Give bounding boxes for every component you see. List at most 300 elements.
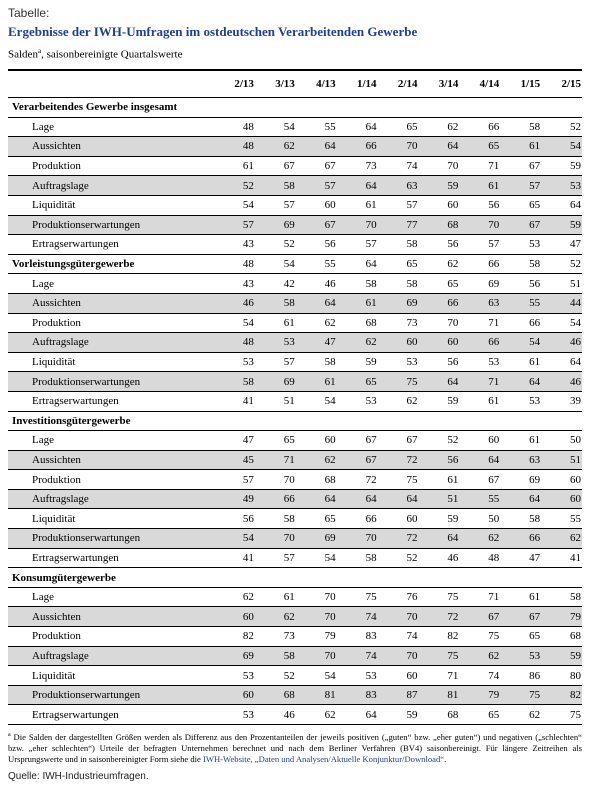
group-row	[8, 98, 582, 118]
value-cell: 70	[283, 473, 295, 486]
value-cell: 45	[242, 453, 254, 466]
footnote	[8, 730, 582, 765]
column-header: 3/13	[275, 78, 295, 90]
value-cell: 41	[242, 395, 254, 408]
row-label: Produktion	[32, 316, 81, 329]
value-cell: 64	[324, 297, 336, 310]
value-cell: 59	[570, 160, 582, 173]
value-cell: 58	[529, 512, 541, 525]
table-row	[8, 118, 582, 138]
row-label: Produktionserwartungen	[32, 689, 141, 702]
value-cell: 60	[488, 434, 500, 447]
value-cell: 64	[447, 140, 459, 153]
value-cell: 60	[570, 493, 582, 506]
source-note: Quelle: IWH-Industrieumfragen.	[8, 771, 149, 782]
row-label: Ertragserwartungen	[32, 708, 119, 721]
value-cell: 59	[447, 395, 459, 408]
value-cell: 68	[570, 630, 582, 643]
value-cell: 46	[324, 277, 336, 290]
value-cell: 81	[447, 689, 459, 702]
value-cell: 66	[365, 140, 377, 153]
row-label: Aussichten	[32, 140, 81, 153]
value-cell: 61	[529, 356, 541, 369]
table-row	[8, 529, 582, 549]
value-cell: 57	[406, 199, 418, 212]
value-cell: 51	[283, 395, 295, 408]
value-cell: 61	[529, 140, 541, 153]
footnote-marker: a	[8, 732, 11, 738]
value-cell: 58	[283, 512, 295, 525]
table-header-row	[8, 71, 582, 98]
value-cell: 57	[365, 238, 377, 251]
column-header: 4/13	[316, 78, 336, 90]
value-cell: 52	[283, 238, 295, 251]
table-row	[8, 157, 582, 177]
value-cell: 72	[447, 610, 459, 623]
value-cell: 62	[488, 649, 500, 662]
value-cell: 82	[447, 630, 459, 643]
table-row	[8, 470, 582, 490]
value-cell: 70	[324, 610, 336, 623]
value-cell: 64	[365, 493, 377, 506]
value-cell: 73	[406, 316, 418, 329]
value-cell: 79	[488, 689, 500, 702]
table-row	[8, 509, 582, 529]
table-row	[8, 274, 582, 294]
value-cell: 46	[242, 297, 254, 310]
value-cell: 62	[447, 120, 459, 133]
table-subtitle	[8, 47, 182, 61]
value-cell: 67	[488, 610, 500, 623]
value-cell: 65	[406, 120, 418, 133]
row-label: Liquidität	[32, 669, 76, 682]
value-cell: 62	[406, 395, 418, 408]
value-cell: 58	[365, 277, 377, 290]
table-row	[8, 353, 582, 373]
value-cell: 53	[365, 395, 377, 408]
value-cell: 50	[570, 434, 582, 447]
value-cell: 61	[324, 375, 336, 388]
value-cell: 61	[365, 199, 377, 212]
table-row	[8, 647, 582, 667]
row-label: Liquidität	[32, 356, 76, 369]
row-label: Produktion	[32, 630, 81, 643]
value-cell: 63	[406, 179, 418, 192]
value-cell: 74	[406, 160, 418, 173]
value-cell: 60	[447, 336, 459, 349]
row-label: Liquidität	[32, 199, 76, 212]
value-cell: 47	[324, 336, 336, 349]
value-cell: 75	[570, 708, 582, 721]
value-cell: 57	[283, 551, 295, 564]
value-cell: 83	[365, 630, 377, 643]
value-cell: 75	[447, 649, 459, 662]
value-cell: 53	[242, 708, 254, 721]
value-cell: 59	[570, 649, 582, 662]
value-cell: 53	[529, 395, 541, 408]
value-cell: 75	[406, 375, 418, 388]
value-cell: 69	[242, 649, 254, 662]
row-label: Ertragserwartungen	[32, 551, 119, 564]
footnote-text: Die Salden der dargestellten Größen werden als Differenz aus den Prozentanteilen der jeweils positiven („guten“ bzw. „eher guten“) und negativen („schlechten“ bzw. „eher schlechten“) Urteile der befragten Unternehmen berechnet und nach dem Berliner Verfahren (BV4) saisonbereinigt. Für längere Zeitreihen als Ursprungswerte und in saisonbereinigter Form siehe die	[8, 731, 582, 764]
value-cell: 59	[570, 218, 582, 231]
value-cell: 75	[447, 591, 459, 604]
value-cell: 64	[447, 532, 459, 545]
value-cell: 67	[529, 160, 541, 173]
group-label: Vorleistungsgütergewerbe	[12, 258, 135, 271]
value-cell: 81	[324, 689, 336, 702]
row-label: Lage	[32, 120, 54, 133]
group-row	[8, 412, 582, 432]
row-label: Liquidität	[32, 512, 76, 525]
value-cell: 53	[529, 649, 541, 662]
value-cell: 54	[570, 140, 582, 153]
table-label: Tabelle:	[8, 6, 50, 20]
value-cell: 62	[283, 140, 295, 153]
value-cell: 63	[488, 297, 500, 310]
table-row	[8, 490, 582, 510]
value-cell: 42	[283, 277, 295, 290]
row-label: Produktionserwartungen	[32, 375, 141, 388]
value-cell: 61	[283, 591, 295, 604]
row-label: Produktionserwartungen	[32, 218, 141, 231]
value-cell: 48	[242, 258, 254, 271]
value-cell: 57	[488, 238, 500, 251]
value-cell: 54	[283, 120, 295, 133]
value-cell: 67	[324, 160, 336, 173]
table-row	[8, 431, 582, 451]
value-cell: 62	[324, 708, 336, 721]
value-cell: 64	[365, 708, 377, 721]
value-cell: 55	[529, 297, 541, 310]
value-cell: 53	[488, 356, 500, 369]
value-cell: 48	[242, 336, 254, 349]
value-cell: 82	[242, 630, 254, 643]
value-cell: 62	[488, 532, 500, 545]
row-label: Lage	[32, 277, 54, 290]
value-cell: 64	[447, 375, 459, 388]
row-label: Ertragserwartungen	[32, 395, 119, 408]
value-cell: 62	[242, 591, 254, 604]
value-cell: 55	[324, 258, 336, 271]
table-row	[8, 686, 582, 706]
value-cell: 57	[242, 218, 254, 231]
value-cell: 73	[365, 160, 377, 173]
value-cell: 67	[365, 434, 377, 447]
value-cell: 46	[283, 708, 295, 721]
value-cell: 69	[488, 277, 500, 290]
value-cell: 70	[283, 532, 295, 545]
value-cell: 82	[570, 689, 582, 702]
value-cell: 57	[283, 356, 295, 369]
value-cell: 70	[324, 649, 336, 662]
value-cell: 68	[324, 473, 336, 486]
value-cell: 60	[324, 199, 336, 212]
subtitle-suffix: , saisonbereinigte Quartalswerte	[41, 48, 183, 61]
value-cell: 79	[324, 630, 336, 643]
value-cell: 54	[283, 258, 295, 271]
value-cell: 50	[488, 512, 500, 525]
value-cell: 49	[242, 493, 254, 506]
value-cell: 54	[324, 669, 336, 682]
value-cell: 60	[242, 610, 254, 623]
value-cell: 58	[570, 591, 582, 604]
value-cell: 55	[488, 493, 500, 506]
value-cell: 62	[324, 316, 336, 329]
value-cell: 87	[406, 689, 418, 702]
row-label: Produktion	[32, 160, 81, 173]
value-cell: 58	[365, 551, 377, 564]
value-cell: 55	[324, 120, 336, 133]
value-cell: 66	[447, 297, 459, 310]
value-cell: 62	[447, 258, 459, 271]
value-cell: 62	[529, 708, 541, 721]
table-row	[8, 196, 582, 216]
value-cell: 71	[283, 453, 295, 466]
value-cell: 63	[529, 453, 541, 466]
value-cell: 65	[283, 434, 295, 447]
table-row	[8, 176, 582, 196]
value-cell: 69	[283, 218, 295, 231]
value-cell: 66	[488, 120, 500, 133]
value-cell: 65	[529, 630, 541, 643]
table-row	[8, 627, 582, 647]
value-cell: 65	[406, 258, 418, 271]
value-cell: 60	[324, 434, 336, 447]
value-cell: 58	[529, 120, 541, 133]
value-cell: 68	[283, 689, 295, 702]
value-cell: 66	[365, 512, 377, 525]
value-cell: 67	[529, 218, 541, 231]
value-cell: 58	[283, 179, 295, 192]
value-cell: 56	[488, 199, 500, 212]
value-cell: 58	[283, 297, 295, 310]
value-cell: 54	[570, 316, 582, 329]
value-cell: 72	[365, 473, 377, 486]
value-cell: 71	[447, 669, 459, 682]
value-cell: 54	[324, 551, 336, 564]
table-row	[8, 216, 582, 236]
value-cell: 70	[447, 316, 459, 329]
footnote-end: .	[444, 753, 447, 764]
value-cell: 74	[406, 630, 418, 643]
value-cell: 59	[447, 512, 459, 525]
row-label: Lage	[32, 591, 54, 604]
value-cell: 53	[365, 669, 377, 682]
table-row	[8, 451, 582, 471]
value-cell: 51	[570, 453, 582, 466]
column-header: 2/13	[234, 78, 254, 90]
value-cell: 70	[406, 610, 418, 623]
value-cell: 70	[488, 218, 500, 231]
value-cell: 57	[324, 179, 336, 192]
value-cell: 65	[447, 277, 459, 290]
value-cell: 48	[242, 140, 254, 153]
table-row	[8, 607, 582, 627]
value-cell: 58	[529, 258, 541, 271]
value-cell: 70	[406, 649, 418, 662]
footnote-link[interactable]: IWH-Website, „Daten und Analysen/Aktuelle Konjunktur/Download“	[203, 753, 445, 764]
column-header: 2/15	[561, 78, 582, 90]
value-cell: 65	[488, 140, 500, 153]
value-cell: 39	[570, 395, 582, 408]
table-row	[8, 137, 582, 157]
value-cell: 47	[242, 434, 254, 447]
value-cell: 44	[570, 297, 582, 310]
row-label: Produktion	[32, 473, 81, 486]
value-cell: 80	[570, 669, 582, 682]
value-cell: 54	[529, 336, 541, 349]
value-cell: 68	[447, 218, 459, 231]
value-cell: 61	[447, 473, 459, 486]
value-cell: 59	[365, 356, 377, 369]
value-cell: 61	[529, 591, 541, 604]
value-cell: 61	[283, 316, 295, 329]
value-cell: 61	[242, 160, 254, 173]
value-cell: 62	[570, 532, 582, 545]
value-cell: 61	[365, 297, 377, 310]
value-cell: 74	[365, 610, 377, 623]
value-cell: 70	[324, 591, 336, 604]
value-cell: 72	[406, 532, 418, 545]
subtitle-footnote-marker: a	[37, 47, 42, 55]
page-title: Ergebnisse der IWH-Umfragen im ostdeutschen Verarbeitenden Gewerbe	[8, 24, 418, 39]
value-cell: 67	[365, 453, 377, 466]
table-row	[8, 235, 582, 255]
column-header: 4/14	[479, 78, 500, 90]
value-cell: 48	[488, 551, 500, 564]
value-cell: 74	[488, 669, 500, 682]
value-cell: 64	[570, 356, 582, 369]
group-row	[8, 255, 582, 275]
row-label: Ertragserwartungen	[32, 238, 119, 251]
value-cell: 70	[365, 532, 377, 545]
group-label: Investitionsgütergewerbe	[12, 414, 131, 427]
value-cell: 48	[242, 120, 254, 133]
value-cell: 59	[406, 708, 418, 721]
value-cell: 56	[447, 356, 459, 369]
value-cell: 68	[365, 316, 377, 329]
value-cell: 58	[324, 356, 336, 369]
value-cell: 71	[488, 591, 500, 604]
value-cell: 46	[570, 336, 582, 349]
data-table	[8, 69, 582, 725]
value-cell: 60	[406, 669, 418, 682]
column-header: 1/15	[520, 78, 541, 90]
value-cell: 65	[529, 199, 541, 212]
value-cell: 70	[447, 160, 459, 173]
value-cell: 46	[570, 375, 582, 388]
value-cell: 51	[570, 277, 582, 290]
value-cell: 58	[283, 649, 295, 662]
value-cell: 62	[324, 453, 336, 466]
value-cell: 58	[406, 238, 418, 251]
value-cell: 60	[447, 199, 459, 212]
value-cell: 56	[529, 277, 541, 290]
value-cell: 67	[488, 473, 500, 486]
value-cell: 64	[324, 493, 336, 506]
value-cell: 66	[529, 532, 541, 545]
value-cell: 60	[406, 512, 418, 525]
row-label: Aussichten	[32, 610, 81, 623]
value-cell: 57	[283, 199, 295, 212]
value-cell: 52	[406, 551, 418, 564]
value-cell: 61	[488, 179, 500, 192]
subtitle-text: Salden	[8, 48, 38, 61]
row-label: Aussichten	[32, 297, 81, 310]
value-cell: 64	[406, 493, 418, 506]
value-cell: 53	[242, 356, 254, 369]
value-cell: 67	[529, 610, 541, 623]
row-label: Auftragslage	[32, 336, 89, 349]
value-cell: 52	[283, 669, 295, 682]
table-row	[8, 294, 582, 314]
table-row	[8, 392, 582, 412]
value-cell: 58	[406, 277, 418, 290]
value-cell: 61	[488, 395, 500, 408]
column-header: 3/14	[438, 78, 459, 90]
value-cell: 71	[488, 160, 500, 173]
value-cell: 77	[406, 218, 418, 231]
value-cell: 51	[447, 493, 459, 506]
value-cell: 64	[365, 179, 377, 192]
value-cell: 53	[406, 356, 418, 369]
value-cell: 67	[283, 160, 295, 173]
value-cell: 56	[324, 238, 336, 251]
value-cell: 66	[488, 258, 500, 271]
value-cell: 53	[529, 238, 541, 251]
value-cell: 56	[242, 512, 254, 525]
value-cell: 70	[406, 140, 418, 153]
value-cell: 56	[447, 238, 459, 251]
value-cell: 62	[365, 336, 377, 349]
table-row	[8, 666, 582, 686]
value-cell: 64	[570, 199, 582, 212]
table-row	[8, 705, 582, 725]
value-cell: 64	[324, 140, 336, 153]
value-cell: 73	[283, 630, 295, 643]
value-cell: 64	[365, 258, 377, 271]
table-body	[8, 98, 582, 725]
value-cell: 67	[406, 434, 418, 447]
value-cell: 61	[529, 434, 541, 447]
value-cell: 43	[242, 277, 254, 290]
value-cell: 86	[529, 669, 541, 682]
value-cell: 69	[283, 375, 295, 388]
value-cell: 59	[447, 179, 459, 192]
table-row	[8, 549, 582, 569]
value-cell: 52	[447, 434, 459, 447]
value-cell: 41	[242, 551, 254, 564]
value-cell: 75	[488, 630, 500, 643]
value-cell: 53	[242, 669, 254, 682]
group-label: Verarbeitendes Gewerbe insgesamt	[12, 101, 178, 114]
value-cell: 54	[242, 316, 254, 329]
column-header: 2/14	[397, 78, 418, 90]
value-cell: 69	[529, 473, 541, 486]
value-cell: 64	[529, 375, 541, 388]
value-cell: 83	[365, 689, 377, 702]
row-label: Aussichten	[32, 453, 81, 466]
value-cell: 67	[324, 218, 336, 231]
value-cell: 71	[488, 316, 500, 329]
value-cell: 68	[447, 708, 459, 721]
group-row	[8, 568, 582, 588]
row-label: Auftragslage	[32, 179, 89, 192]
value-cell: 65	[365, 375, 377, 388]
value-cell: 62	[283, 610, 295, 623]
value-cell: 64	[529, 493, 541, 506]
